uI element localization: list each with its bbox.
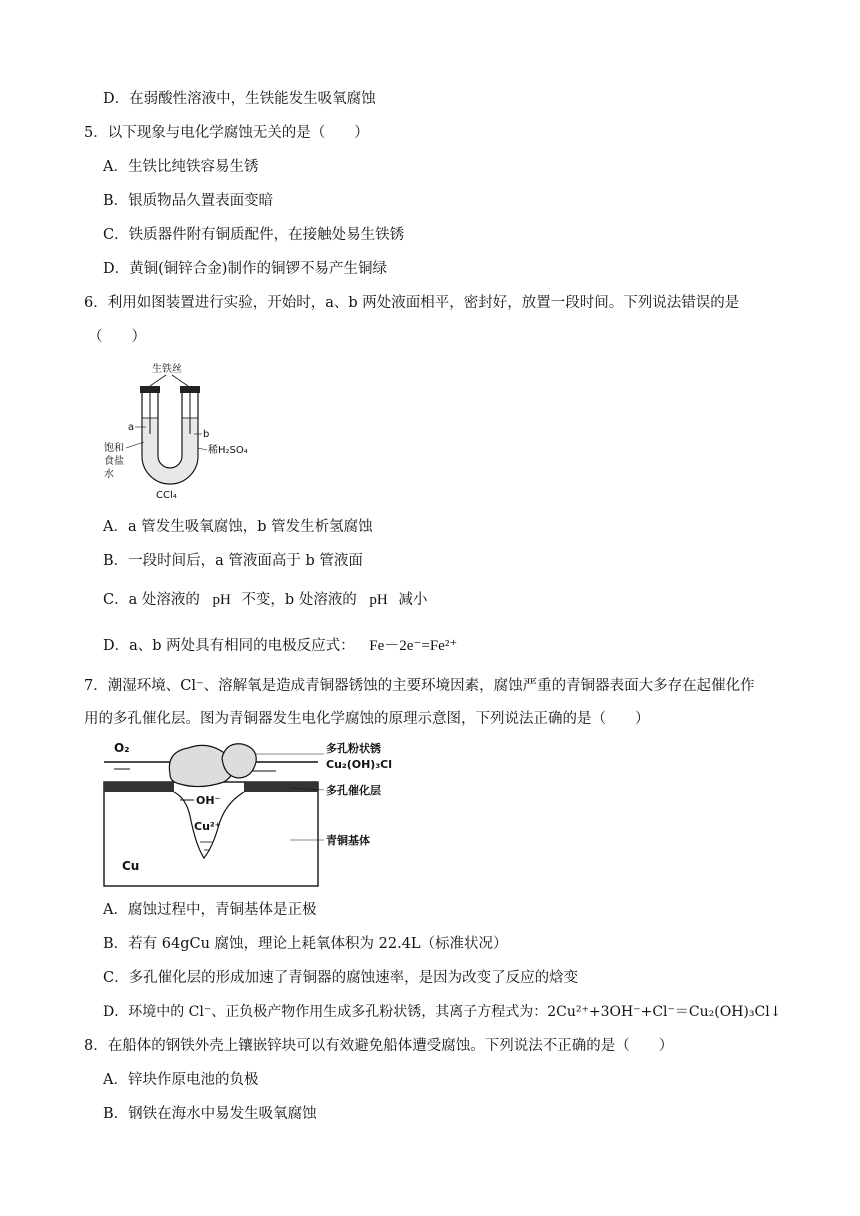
q6-option-c-part1: C．a 处溶液的	[103, 592, 200, 608]
q6-option-b: B．一段时间后，a 管液面高于 b 管液面	[103, 553, 363, 569]
figure-label-bronze-base: 青铜基体	[326, 834, 370, 847]
figure-label-porous-rust: 多孔粉状锈	[326, 742, 381, 755]
left-stopper	[140, 386, 160, 393]
figure-label-catalyst-layer: 多孔催化层	[326, 784, 381, 797]
figure-label-dilute-acid: 稀H₂SO₄	[208, 445, 248, 456]
q7-option-b: B．若有 64gCu 腐蚀，理论上耗氧体积为 22.4L（标准状况）	[103, 936, 508, 952]
figure-label-cu2: Cu²⁺	[194, 820, 221, 833]
right-stopper	[180, 386, 200, 393]
q4-option-d: D．在弱酸性溶液中，生铁能发生吸氧腐蚀	[103, 91, 376, 107]
q8-option-b: B．钢铁在海水中易发生吸氧腐蚀	[103, 1106, 317, 1122]
q6-option-c-ph-b: pH	[369, 592, 388, 608]
q6-option-c-part2: 不变，b 处溶液的	[241, 592, 357, 608]
q6-answer-blank: （ ）	[88, 329, 146, 345]
q6-option-d-text: D．a、b 两处具有相同的电极反应式：	[103, 638, 355, 654]
figure-label-ccl4: CCl₄	[156, 490, 177, 501]
q7-stem-line2: 用的多孔催化层。图为青铜器发生电化学腐蚀的原理示意图，下列说法正确的是（ ）	[84, 711, 650, 727]
q5-option-b: B．银质物品久置表面变暗	[103, 193, 274, 209]
figure-label-iron-wire: 生铁丝	[152, 364, 182, 375]
rust-deposit-right	[222, 744, 256, 778]
q7-option-a: A．腐蚀过程中，青铜基体是正极	[103, 902, 317, 918]
figure-label-a: a	[128, 422, 135, 433]
q5-option-d: D．黄铜(铜锌合金)制作的铜锣不易产生铜绿	[103, 261, 387, 277]
figure-label-cu: Cu	[122, 859, 140, 873]
figure-label-brine-2: 食盐	[104, 456, 124, 467]
q6-option-c-ph-a: pH	[212, 592, 231, 608]
q5-option-a: A．生铁比纯铁容易生锈	[103, 159, 259, 175]
q6-stem: 6．利用如图装置进行实验，开始时，a、b 两处液面相平，密封好，放置一段时间。下列说法错误的是	[84, 295, 740, 311]
q6-option-a: A．a 管发生吸氧腐蚀，b 管发生析氢腐蚀	[103, 519, 373, 535]
q6-option-c	[103, 590, 427, 610]
q7-option-d: D．环境中的 Cl⁻、正负极产物作用生成多孔粉状锈，其离子方程式为：2Cu²⁺+3OH⁻+Cl⁻＝Cu₂(OH)₃Cl↓	[103, 1004, 782, 1020]
figure-label-rust-formula: Cu₂(OH)₃Cl	[326, 758, 392, 771]
figure-label-oh: OH⁻	[196, 794, 221, 807]
q7-option-c: C．多孔催化层的形成加速了青铜器的腐蚀速率，是因为改变了反应的焓变	[103, 970, 579, 986]
q5-option-c: C．铁质器件附有铜质配件，在接触处易生铁锈	[103, 227, 405, 243]
bronze-corrosion-figure	[100, 738, 420, 890]
q6-option-d-equation: Fe－2e⁻=Fe²⁺	[369, 638, 458, 654]
q5-stem: 5．以下现象与电化学腐蚀无关的是（ ）	[84, 125, 369, 141]
figure-label-o2: O₂	[114, 741, 130, 755]
q7-stem-line1: 7．潮湿环境、Cl⁻、溶解氧是造成青铜器锈蚀的主要环境因素，腐蚀严重的青铜器表面大多存在起催化作	[84, 678, 755, 694]
figure-label-brine-1: 饱和	[104, 443, 124, 454]
u-tube-apparatus-figure	[104, 356, 264, 502]
figure-label-b: b	[203, 429, 210, 440]
q8-stem: 8．在船体的钢铁外壳上镶嵌锌块可以有效避免船体遭受腐蚀。下列说法不正确的是（ ）	[84, 1038, 674, 1054]
q6-option-d	[103, 636, 457, 656]
q6-option-c-part3: 减小	[398, 592, 428, 608]
figure-label-brine-3: 水	[104, 469, 114, 480]
q8-option-a: A．锌块作原电池的负极	[103, 1072, 259, 1088]
